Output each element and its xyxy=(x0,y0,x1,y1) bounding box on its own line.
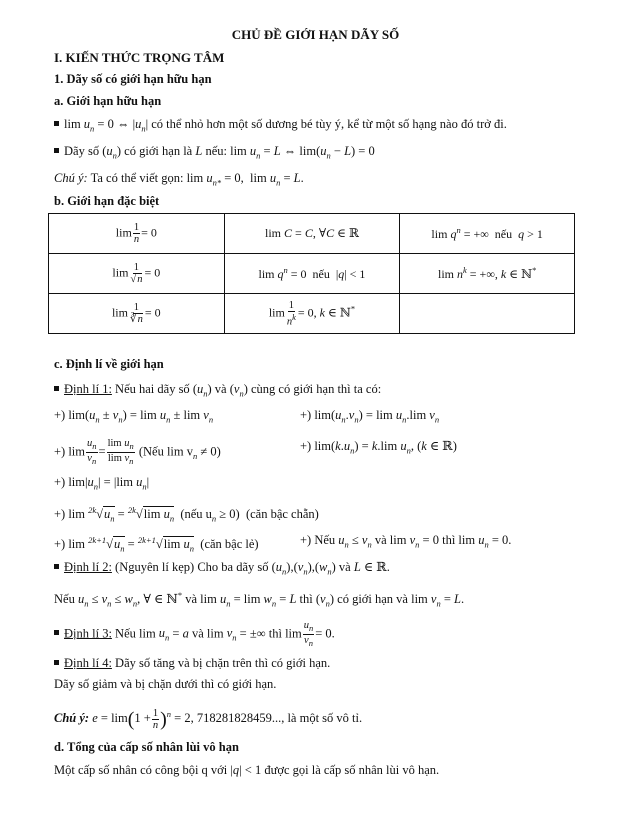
theorem-line: Định lí 3: Nếu $\lim u_n = a$ và $\lim v_n$ = ±∞ thì lim $\frac{u_n}{v_n}$ = 0. xyxy=(54,620,335,649)
bullet-icon xyxy=(54,660,59,665)
table-cell: lim $\frac{1}{n^k}$ = 0, k ∈ ℕ* xyxy=(224,294,400,334)
bullet-icon xyxy=(54,386,59,391)
subsection-heading: c. Định lí về giới hạn xyxy=(54,357,164,371)
formula-line: +) $\lim ^{2k}√u_n = ^{2k}√\lim$ $u_n$ (nếu $u_n \ge 0$) (căn bậc chẵn) xyxy=(54,505,319,524)
table-cell xyxy=(400,294,575,334)
page-title: CHỦ ĐỀ GIỚI HẠN DÃY SỐ xyxy=(231,27,400,42)
formula-line: +) lim $\frac{u_n}{v_n}$ = $\frac{\lim u_n}{\lim v_n}$ (Nếu $\lim v_n \ne 0$) xyxy=(54,438,221,467)
theorem-line: Định lí 1: Nếu hai dãy số $(u_n)$ và $(v_n)$ cùng có giới hạn thì ta có: xyxy=(54,381,381,402)
formula-line: +) $\lim(u_n.v_n) = \lim u_n.\lim$ $v_n$ xyxy=(300,408,440,425)
paragraph-line: Một cấp số nhân có công bội q với |q| < 1 được gọi là cấp số nhân lùi vô hạn. xyxy=(54,763,440,777)
section-heading: I. KIẾN THỨC TRỌNG TÂM xyxy=(54,50,225,65)
subsection-heading: 1. Dãy số có giới hạn hữu hạn xyxy=(54,72,212,86)
bullet-icon xyxy=(54,630,59,635)
bullet-icon xyxy=(54,121,59,126)
theorem-line: Định lí 4: Dãy số tăng và bị chặn trên thì có giới hạn. xyxy=(54,655,330,671)
definition-line: $\lim u_n = 0$ ⇔ $|u_n|$ có thể nhỏ hơn một số dương bé tùy ý, kể từ một số hạng nào đó trở đi. xyxy=(54,116,507,137)
table-cell: $\lim n^k$ = +∞, k ∈ ℕ* xyxy=(400,254,575,294)
table-cell: lim $\frac{1}{√n}$ = 0 xyxy=(49,254,225,294)
theorem-line: Nếu $u_n \le v_n \le w_n$, ∀ ∈ ℕ* và $\lim u_n = \lim w_n = L$ thì $(v_n)$ có giới hạn và $\lim v_n = L$. xyxy=(54,590,465,609)
note-line: Chú ý: e = lim(1 + $\frac{1}{n}$ )$^n$ = 2, 718281828459..., là một số vô tỉ. xyxy=(54,707,363,731)
formula-line: +) $\lim(u_n \pm v_n) = \lim u_n \pm \lim v_n$ xyxy=(54,408,214,425)
definition-line: Dãy số $(u_n)$ có giới hạn là L nếu: $\lim u_n = L$ ⇔ $\lim(u_n - L) = 0$ xyxy=(54,143,375,164)
table-cell: lim C = C, ∀C ∈ ℝ xyxy=(224,214,400,254)
formula-line: +) $\lim ^{2k+1}√u_n = ^{2k+1}√\lim$ $u_n$ (căn bậc lẻ) xyxy=(54,535,259,554)
table-row xyxy=(49,214,575,254)
table-cell: $\lim q^n$ = +∞ nếu q > 1 xyxy=(400,214,575,254)
bullet-icon xyxy=(54,564,59,569)
theorem-line: Dãy số giảm và bị chặn dưới thì có giới hạn. xyxy=(54,677,277,691)
note-line: Chú ý: Ta có thể viết gọn: $\lim u_{n*} = 0$, $\lim u_n = L$. xyxy=(54,171,304,188)
formula-line: +) Nếu $u_n \le v_n$ và $\lim v_n = 0$ thì $\lim u_n = 0$. xyxy=(300,533,512,550)
table-cell: lim $\frac{1}{n}$ = 0 xyxy=(49,214,225,254)
table-row xyxy=(49,254,575,294)
special-limits-table xyxy=(48,213,575,334)
table-row xyxy=(49,294,575,334)
formula-line: +) $\lim|u_n| = |\lim$ $u_n|$ xyxy=(54,475,150,492)
formula-line: +) $\lim(k.u_n) = k.\lim$ $u_n$, (k ∈ ℝ) xyxy=(300,439,457,456)
theorem-line: Định lí 2: (Nguyên lí kẹp) Cho ba dãy số $(u_n),(v_n),(w_n)$ và L ∈ ℝ. xyxy=(54,559,390,580)
table-cell: lim $\frac{1}{∛n}$ = 0 xyxy=(49,294,225,334)
bullet-icon xyxy=(54,148,59,153)
subsection-heading: a. Giới hạn hữu hạn xyxy=(54,94,162,108)
subsection-heading: d. Tổng của cấp số nhân lùi vô hạn xyxy=(54,740,239,754)
table-cell: $\lim q^n = 0$ nếu |q| < 1 xyxy=(224,254,400,294)
subsection-heading: b. Giới hạn đặc biệt xyxy=(54,194,160,208)
